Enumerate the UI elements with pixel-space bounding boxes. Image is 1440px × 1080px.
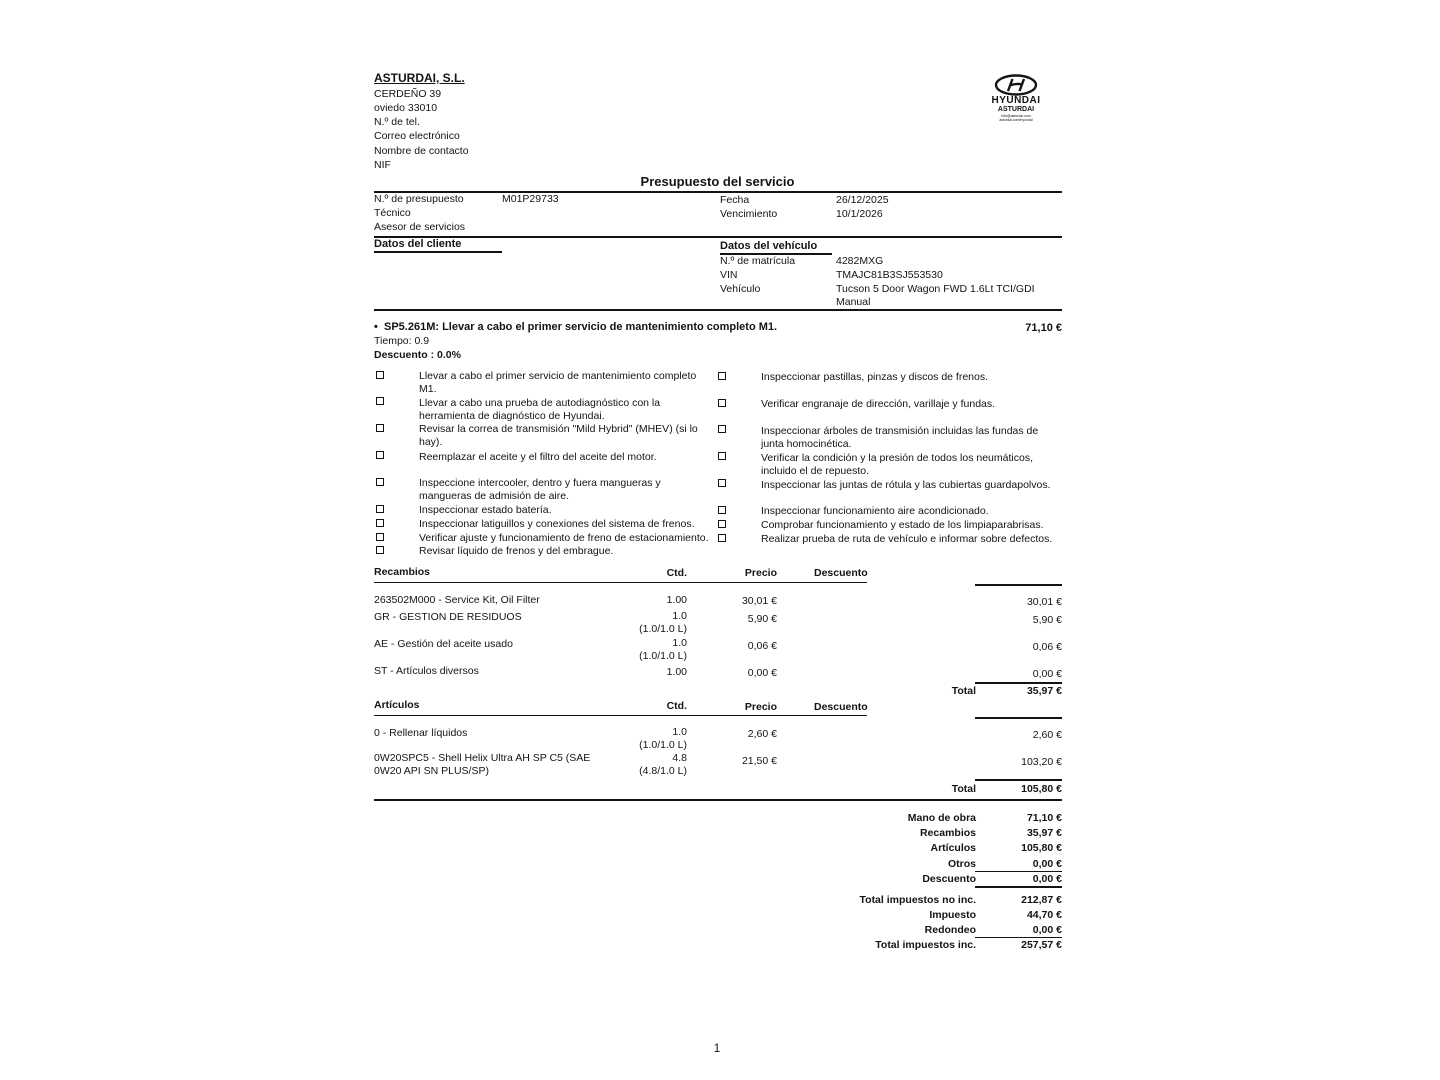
task-right-6: Inspeccionar funcionamiento aire acondicionado. (761, 505, 989, 517)
summary-top-rule (374, 799, 1062, 801)
parts-col-discount: Descuento (814, 567, 868, 579)
plate-label: N.º de matrícula (720, 255, 796, 267)
summary-articles-value: 105,80 € (1021, 842, 1062, 854)
logo-sub-text: ASTURDAI (997, 106, 1035, 113)
summary-subtotal-value: 212,87 € (1021, 894, 1062, 906)
company-email-label: Correo electrónico (374, 130, 460, 142)
summary-grand-total-value: 257,57 € (1021, 939, 1062, 951)
hyundai-logo-icon (994, 74, 1038, 96)
parts-total-rule (975, 682, 1062, 684)
company-address: CERDEÑO 39 (374, 88, 442, 100)
client-title-rule (374, 251, 502, 253)
articles-row-2-desc-line2: 0W20 API SN PLUS/SP) (374, 765, 489, 777)
task-left-1: Llevar a cabo el primer servicio de mantenimiento completo M1. (419, 370, 697, 395)
task-right-8: Realizar prueba de ruta de vehículo e informar sobre defectos. (761, 533, 1053, 545)
vehicle-rule (374, 309, 1062, 311)
articles-row-2-total: 103,20 € (1021, 756, 1062, 768)
articles-row-2-desc-line1: 0W20SPC5 - Shell Helix Ultra AH SP C5 (SAE (374, 752, 591, 764)
articles-col-price: Precio (744, 701, 777, 713)
task-checkbox (376, 397, 384, 405)
parts-row-2-desc: GR - GESTION DE RESIDUOS (374, 611, 522, 623)
service-title: SP5.261M: Llevar a cabo el primer servicio de mantenimiento completo M1. (384, 321, 778, 333)
company-contact-label: Nombre de contacto (374, 145, 469, 157)
parts-row-1-price: 30,01 € (741, 595, 777, 607)
page-number: 1 (713, 1041, 721, 1055)
vehicle-section-title: Datos del vehículo (720, 240, 818, 252)
parts-row-3-total: 0,06 € (1032, 641, 1062, 653)
task-left-5: Inspeccione intercooler, dentro y fuera mangueras y mangueras de admisión de aire. (419, 477, 661, 502)
summary-subtotal-label: Total impuestos no inc. (859, 894, 976, 906)
vehicle-model-line2: Manual (836, 296, 871, 308)
task-checkbox (718, 479, 726, 487)
service-discount: Descuento : 0.0% (374, 349, 461, 361)
task-checkbox (718, 425, 726, 433)
parts-col-qty: Ctd. (666, 567, 687, 579)
parts-row-1-total: 30,01 € (1026, 596, 1062, 608)
task-left-6: Inspeccionar estado batería. (419, 504, 552, 516)
service-time: Tiempo: 0.9 (374, 335, 430, 347)
parts-row-4-total: 0,00 € (1032, 668, 1062, 680)
articles-amount-rule (975, 717, 1062, 719)
task-checkbox (718, 452, 726, 460)
due-value: 10/1/2026 (836, 208, 883, 220)
company-phone-label: N.º de tel. (374, 116, 420, 128)
parts-row-2-total: 5,90 € (1032, 614, 1062, 626)
parts-amount-rule (975, 584, 1062, 586)
summary-other-value: 0,00 € (1032, 858, 1062, 870)
task-checkbox (718, 506, 726, 514)
task-checkbox (376, 451, 384, 459)
logo-brand-text: HYUNDAI (991, 95, 1041, 106)
task-checkbox (718, 399, 726, 407)
task-checkbox (376, 424, 384, 432)
plate-value: 4282MXG (836, 255, 884, 267)
service-bullet: • (374, 321, 378, 333)
quote-number: M01P29733 (502, 193, 559, 205)
articles-header-rule (374, 715, 867, 716)
articles-row-1-price: 2,60 € (747, 728, 777, 740)
logo-tiny-2: asturdai.com/hyundai (999, 118, 1033, 122)
company-nif-label: NIF (374, 159, 391, 171)
service-price: 71,10 € (1025, 322, 1062, 334)
summary-discount-value: 0,00 € (1032, 873, 1062, 885)
vin-value: TMAJC81B3SJ553530 (836, 269, 943, 281)
task-checkbox (718, 534, 726, 542)
articles-row-1-desc: 0 - Rellenar líquidos (374, 727, 468, 739)
summary-discount-rule (975, 886, 1062, 888)
summary-labour-label: Mano de obra (907, 812, 976, 824)
summary-labour-value: 71,10 € (1026, 812, 1062, 824)
title-rule (374, 191, 1062, 193)
parts-total-label: Total (951, 685, 976, 697)
parts-col-price: Precio (744, 567, 777, 579)
task-left-8: Verificar ajuste y funcionamiento de freno de estacionamiento. (419, 532, 709, 544)
articles-total-label: Total (951, 783, 976, 795)
advisor-label: Asesor de servicios (374, 221, 466, 233)
parts-row-4-price: 0,00 € (747, 667, 777, 679)
task-checkbox (376, 478, 384, 486)
summary-articles-label: Artículos (930, 842, 976, 854)
task-checkbox (376, 519, 384, 527)
summary-tax-value: 44,70 € (1026, 909, 1062, 921)
parts-row-1-qty: 1.00 (666, 594, 687, 606)
logo-tiny-1: info@asturdai.com (1001, 114, 1031, 118)
task-left-7: Inspeccionar latiguillos y conexiones del sistema de frenos. (419, 518, 695, 530)
due-label: Vencimiento (720, 208, 778, 220)
parts-row-3-qty: 1.0 (672, 637, 687, 649)
articles-row-2-qty-detail: (4.8/1.0 L) (639, 765, 687, 777)
parts-row-1-desc: 263502M000 - Service Kit, Oil Filter (374, 594, 540, 606)
summary-parts-value: 35,97 € (1026, 827, 1062, 839)
parts-row-4-desc: ST - Artículos diversos (374, 665, 479, 677)
articles-total-value: 105,80 € (1021, 783, 1062, 795)
header-rule (374, 236, 1062, 238)
parts-row-2-qty-detail: (1.0/1.0 L) (639, 623, 687, 635)
company-city: oviedo 33010 (374, 102, 438, 114)
articles-row-2-qty: 4.8 (672, 752, 687, 764)
vehicle-model-line1: Tucson 5 Door Wagon FWD 1.6Lt TCI/GDI (836, 283, 1035, 295)
parts-row-3-qty-detail: (1.0/1.0 L) (639, 650, 687, 662)
vin-label: VIN (720, 269, 738, 281)
parts-row-4-qty: 1.00 (666, 666, 687, 678)
vehicle-label: Vehículo (720, 283, 761, 295)
task-right-3: Inspeccionar árboles de transmisión incluidas las fundas de junta homocinética. (761, 425, 1039, 450)
parts-row-3-desc: AE - Gestión del aceite usado (374, 638, 513, 650)
summary-grand-total-label: Total impuestos inc. (875, 939, 976, 951)
parts-row-2-price: 5,90 € (747, 613, 777, 625)
summary-other-rule (975, 871, 1062, 872)
summary-tax-label: Impuesto (929, 909, 976, 921)
summary-other-label: Otros (947, 858, 976, 870)
date-value: 26/12/2025 (836, 194, 889, 206)
summary-parts-label: Recambios (919, 827, 976, 839)
task-right-4: Verificar la condición y la presión de todos los neumáticos, incluido el de repuesto. (761, 452, 1033, 477)
task-checkbox (718, 372, 726, 380)
articles-row-2-price: 21,50 € (741, 755, 777, 767)
parts-row-2-qty: 1.0 (672, 610, 687, 622)
articles-row-1-total: 2,60 € (1032, 729, 1062, 741)
articles-row-1-qty: 1.0 (672, 726, 687, 738)
task-right-2: Verificar engranaje de dirección, varillaje y fundas. (761, 398, 996, 410)
articles-total-rule (975, 779, 1062, 781)
parts-total-value: 35,97 € (1026, 685, 1062, 697)
task-right-1: Inspeccionar pastillas, pinzas y discos de frenos. (761, 371, 989, 383)
task-checkbox (376, 546, 384, 554)
articles-title: Artículos (374, 699, 420, 711)
parts-header-rule (374, 582, 867, 583)
task-left-4: Reemplazar el aceite y el filtro del aceite del motor. (419, 451, 657, 463)
date-label: Fecha (720, 194, 750, 206)
brand-logo (986, 74, 1046, 122)
task-checkbox (718, 520, 726, 528)
articles-col-qty: Ctd. (666, 700, 687, 712)
articles-row-1-qty-detail: (1.0/1.0 L) (639, 739, 687, 751)
summary-rounding-value: 0,00 € (1032, 924, 1062, 936)
articles-col-discount: Descuento (814, 701, 868, 713)
task-right-7: Comprobar funcionamiento y estado de los limpiaparabrisas. (761, 519, 1044, 531)
parts-row-3-price: 0,06 € (747, 640, 777, 652)
company-name: ASTURDAI, S.L. (374, 71, 465, 85)
task-left-9: Revisar líquido de frenos y del embrague. (419, 545, 614, 557)
quote-number-label: N.º de presupuesto (374, 193, 464, 205)
summary-rounding-rule (975, 937, 1062, 938)
task-right-5: Inspeccionar las juntas de rótula y las cubiertas guardapolvos. (761, 479, 1051, 491)
task-left-2: Llevar a cabo una prueba de autodiagnóstico con la herramienta de diagnóstico de Hyundai. (419, 397, 661, 422)
document-title: Presupuesto del servicio (640, 174, 795, 189)
summary-rounding-label: Redondeo (924, 924, 976, 936)
summary-discount-label: Descuento (922, 873, 976, 885)
task-checkbox (376, 371, 384, 379)
task-checkbox (376, 533, 384, 541)
task-left-3: Revisar la correa de transmisión "Mild Hybrid" (MHEV) (si lo hay). (419, 423, 698, 448)
technician-label: Técnico (374, 207, 411, 219)
task-checkbox (376, 505, 384, 513)
parts-title: Recambios (374, 566, 431, 578)
client-section-title: Datos del cliente (374, 238, 462, 250)
